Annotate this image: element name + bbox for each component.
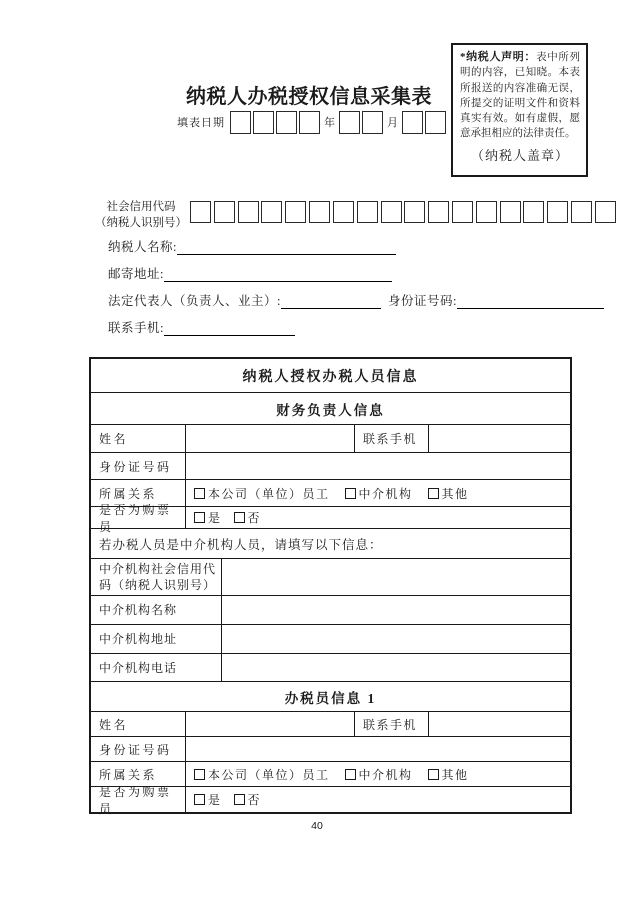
agency-address-input-cell[interactable] — [222, 625, 570, 653]
credit-code-digit-box[interactable] — [595, 201, 616, 223]
id-input-cell[interactable] — [186, 453, 570, 479]
option-agency[interactable]: 中介机构 — [345, 485, 413, 502]
relationship-options — [186, 480, 570, 506]
agency-note-row — [91, 528, 570, 558]
name-input-cell[interactable] — [186, 425, 355, 452]
id-label: 身份证号码 — [91, 737, 186, 761]
declaration-body: 表中所列明的内容，已知晓。本表所报送的内容准确无误，所提交的证明文件和资料真实有效。如有虚假，愿意承担相应的法律责任。 — [460, 52, 581, 140]
mailing-address-input-line[interactable] — [164, 265, 392, 282]
credit-code-digit-box[interactable] — [452, 201, 473, 223]
option-other[interactable]: 其他 — [428, 766, 469, 783]
option-no[interactable]: 否 — [234, 509, 262, 526]
credit-code-digit-box[interactable] — [285, 201, 306, 223]
ticket-buyer-label: 是否为购票员 — [91, 787, 186, 812]
credit-code-digit-box[interactable] — [238, 201, 259, 223]
id-input-cell[interactable] — [186, 737, 570, 761]
month-digit-boxes — [339, 111, 383, 134]
checkbox-icon[interactable] — [234, 512, 245, 523]
credit-code-digit-box[interactable] — [214, 201, 235, 223]
phone-input-cell[interactable] — [429, 712, 570, 736]
option-yes[interactable]: 是 — [194, 791, 222, 808]
tax-clerk1-header-row — [91, 681, 570, 711]
agency-address-label: 中介机构地址 — [91, 625, 222, 653]
contact-phone-input-line[interactable] — [164, 319, 295, 336]
agency-phone-input-cell[interactable] — [222, 654, 570, 681]
clerk1-ticket-buyer-row — [91, 784, 570, 816]
name-label: 姓名 — [91, 425, 186, 452]
agency-note: 若办税人员是中介机构人员，请填写以下信息： — [99, 537, 383, 552]
declaration-title: *纳税人声明： — [460, 51, 537, 63]
agency-credit-code-label: 中介机构社会信用代码（纳税人识别号） — [91, 559, 222, 595]
ticket-buyer-label: 是否为购票员 — [91, 507, 186, 528]
year-digit-box[interactable] — [276, 111, 297, 134]
agency-credit-code-row — [91, 558, 570, 595]
month-char: 月 — [387, 117, 398, 129]
finance-name-row — [91, 424, 570, 452]
month-digit-box[interactable] — [339, 111, 360, 134]
taxpayer-name-label: 纳税人名称: — [108, 240, 177, 254]
table-main-header-row — [91, 359, 570, 392]
credit-code-digit-box[interactable] — [476, 201, 497, 223]
checkbox-icon[interactable] — [345, 769, 356, 780]
contact-phone-label: 联系手机: — [108, 321, 164, 335]
credit-code-digit-box[interactable] — [500, 201, 521, 223]
day-digit-box[interactable] — [402, 111, 423, 134]
credit-code-digit-box[interactable] — [428, 201, 449, 223]
contact-phone-field — [108, 318, 295, 336]
phone-input-cell[interactable] — [429, 425, 570, 452]
agency-phone-label: 中介机构电话 — [91, 654, 222, 681]
credit-code-digit-box[interactable] — [357, 201, 378, 223]
mailing-address-label: 邮寄地址: — [108, 267, 164, 281]
ticket-buyer-options — [186, 507, 570, 528]
relationship-options — [186, 762, 570, 786]
option-company-employee[interactable]: 本公司（单位）员工 — [194, 766, 330, 783]
id-label: 身份证号码 — [91, 453, 186, 479]
legal-rep-label: 法定代表人（负责人、业主）: — [108, 294, 281, 308]
year-digit-box[interactable] — [230, 111, 251, 134]
declaration-text — [460, 50, 580, 142]
taxpayer-stamp-label: （纳税人盖章） — [470, 147, 569, 163]
relationship-label: 所属关系 — [91, 762, 186, 786]
taxpayer-name-field — [108, 237, 396, 255]
credit-code-digit-box[interactable] — [404, 201, 425, 223]
credit-code-digit-box[interactable] — [547, 201, 568, 223]
page-number: 40 — [311, 820, 323, 832]
checkbox-icon[interactable] — [194, 488, 205, 499]
checkbox-icon[interactable] — [234, 794, 245, 805]
id-number-label: 身份证号码: — [387, 294, 457, 308]
month-digit-box[interactable] — [362, 111, 383, 134]
form-title: 纳税人办税授权信息采集表 — [186, 86, 432, 108]
fill-date-row — [177, 109, 465, 135]
finance-officer-header-row — [91, 392, 570, 424]
id-number-input-line[interactable] — [457, 292, 604, 309]
phone-label: 联系手机 — [355, 712, 429, 736]
legal-rep-field — [108, 291, 604, 309]
checkbox-icon[interactable] — [194, 512, 205, 523]
credit-code-digit-box[interactable] — [309, 201, 330, 223]
finance-ticket-buyer-row — [91, 502, 570, 534]
name-label: 姓名 — [91, 712, 186, 736]
clerk1-id-row — [91, 736, 570, 761]
finance-id-row — [91, 452, 570, 479]
day-digit-boxes — [402, 111, 446, 134]
year-digit-box[interactable] — [253, 111, 274, 134]
option-company-employee[interactable]: 本公司（单位）员工 — [194, 485, 330, 502]
checkbox-icon[interactable] — [194, 769, 205, 780]
option-yes[interactable]: 是 — [194, 509, 222, 526]
relationship-label: 所属关系 — [91, 480, 186, 506]
tax-clerk1-header: 办税员信息 1 — [284, 690, 377, 706]
table-main-header: 纳税人授权办税人员信息 — [242, 369, 419, 385]
checkbox-icon[interactable] — [428, 769, 439, 780]
day-digit-box[interactable] — [425, 111, 446, 134]
option-agency[interactable]: 中介机构 — [345, 766, 413, 783]
checkbox-icon[interactable] — [194, 794, 205, 805]
fill-date-label: 填表日期 — [177, 117, 225, 129]
credit-code-digit-box[interactable] — [333, 201, 354, 223]
taxpayer-name-input-line[interactable] — [177, 238, 396, 255]
mailing-address-field — [108, 264, 392, 282]
credit-code-digit-box[interactable] — [190, 201, 211, 223]
agency-name-label: 中介机构名称 — [91, 596, 222, 624]
credit-code-digit-box[interactable] — [523, 201, 544, 223]
clerk1-name-row — [91, 711, 570, 736]
finance-officer-header: 财务负责人信息 — [276, 402, 385, 418]
agency-name-input-cell[interactable] — [222, 596, 570, 624]
agency-phone-row — [91, 653, 570, 681]
authorized-personnel-table — [89, 357, 572, 814]
phone-label: 联系手机 — [355, 425, 429, 452]
name-input-cell[interactable] — [186, 712, 355, 736]
year-digit-boxes — [230, 111, 320, 134]
legal-rep-input-line[interactable] — [281, 292, 381, 309]
ticket-buyer-options — [186, 787, 570, 812]
credit-code-digit-box[interactable] — [381, 201, 402, 223]
credit-code-label: 社会信用代码 （纳税人识别号） — [95, 201, 187, 229]
checkbox-icon[interactable] — [345, 488, 356, 499]
option-other[interactable]: 其他 — [428, 485, 469, 502]
credit-code-digit-box[interactable] — [261, 201, 282, 223]
agency-name-row — [91, 595, 570, 624]
credit-code-boxes — [190, 201, 616, 223]
option-no[interactable]: 否 — [234, 791, 262, 808]
year-digit-box[interactable] — [299, 111, 320, 134]
year-char: 年 — [324, 117, 335, 129]
credit-code-digit-box[interactable] — [571, 201, 592, 223]
taxpayer-declaration-box — [451, 43, 588, 177]
agency-address-row — [91, 624, 570, 653]
agency-credit-code-input-cell[interactable] — [222, 559, 570, 595]
checkbox-icon[interactable] — [428, 488, 439, 499]
